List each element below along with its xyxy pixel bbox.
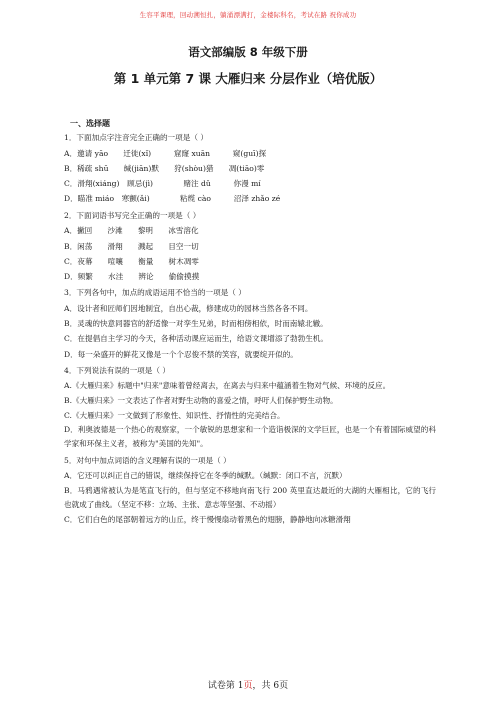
answer-option: A．邀请 yāo 迁徙(xǐ) 窟窿 xuān 窥(guī)探 xyxy=(64,148,267,158)
answer-option: B．闲荡 滑翔 溅起 目空一切 xyxy=(64,241,199,251)
document-subtitle: 第 1 单元第 7 课 大雁归来 分层作业（培优版） xyxy=(113,71,383,86)
question-stem: 2．下面词语书写完全正确的一项是（ ） xyxy=(64,210,201,220)
answer-option: C．在提倡自主学习的今天，各种活动课应运而生，给语文课增添了勃勃生机。 xyxy=(64,334,328,344)
answer-option: B．灵魂的快意同器官的舒适像一对孪生兄弟，时而相傍相依，时而南辕北辙。 xyxy=(64,319,328,329)
footer-page-mark: 页 xyxy=(243,681,253,691)
answer-option: D．每一朵盛开的鲜花又像是一个个忍俊不禁的笑容，就要绽开似的。 xyxy=(64,349,298,359)
answer-option: D．瞄准 miáo 寒颤(ǎi) 粘缆 cào 沼泽 zhǎo zé xyxy=(64,194,281,204)
question-list xyxy=(64,131,436,527)
question-stem: 5．对句中加点词语的含义理解有误的一项是（ ） xyxy=(64,455,231,465)
answer-option: C．它们白色的尾部朝着远方的山丘，终于慢慢扇动着黑色的翅膀，静静地向冰糖滑翔 xyxy=(64,515,351,525)
answer-option: D．利奥波德是一个热心的观察家，一个敏锐的思想家和一个造诣极深的文学巨匠，也是一个有着国际威望的科学家和环保主义者，被称为"美国的先知"。 xyxy=(64,425,436,449)
answer-option: A．它还可以纠正自己的错误，继续保持它在冬季的缄默。（缄默：闭口不言，沉默） xyxy=(64,471,347,481)
footer-total-pages: 6 xyxy=(273,681,280,691)
page-footer xyxy=(0,678,496,691)
question-stem: 3．下列各句中，加点的成语运用不恰当的一项是（ ） xyxy=(64,288,246,298)
answer-option: B.《大雁归来》一文表达了作者对野生动物的喜爱之情，呼吁人们保护野生动物。 xyxy=(64,395,338,405)
document-title: 语文部编版 8 年级下册 xyxy=(188,45,308,59)
answer-option: A．设计者和匠师们因地制宜，自出心裁，修建成功的园林当然各各不同。 xyxy=(64,304,313,314)
answer-option: C．夜幕 喧嚷 衡量 树木凋零 xyxy=(64,256,199,266)
section-heading: 一、选择题 xyxy=(70,119,110,128)
top-banner-slogan: 生容平课理，回动溯恒扎，躺涌漂满打，金楼际科名，考试在路 祝你成功 xyxy=(139,11,357,19)
answer-option: B．马鸦遇常被认为是笔直飞行的，但与坚定不移地向南飞行 200 英里直达最近的大湖的大雁相比，它的飞行也就成了曲线。（坚定不移：立场、主张、意志等坚强、不动摇） xyxy=(64,485,436,509)
answer-option: A.《大雁归来》标题中"归来"意味着曾经离去，在离去与归来中蕴涵着生物对气候、环境的反应。 xyxy=(64,380,391,390)
answer-option: A．撇回 沙滩 黎明 冰雪溶化 xyxy=(64,226,199,236)
answer-option: B．稀疏 shū 缄(jiān)默 狩(shòu)猎 凋(tiāo)零 xyxy=(64,164,265,173)
answer-option: D．频繁 水洼 辨论 偷偷摸摸 xyxy=(64,272,200,282)
footer-prefix: 试卷第 xyxy=(207,681,238,691)
footer-page-number: 1 xyxy=(237,681,244,691)
answer-option: C．滑翔(xiáng) 顾忌(jì) 赌注 dǔ 你漫 mí xyxy=(64,179,261,189)
footer-suffix: 页 xyxy=(279,681,289,691)
question-stem: 1．下面加点字注音完全正确的一项是（ ） xyxy=(64,133,208,142)
answer-option: C.《大雁归来》一文做到了形象性、知识性、抒情性的完美结合。 xyxy=(64,411,285,421)
question-stem: 4．下列说法有误的一项是（ ） xyxy=(64,365,170,375)
footer-middle: ，共 xyxy=(252,681,274,691)
